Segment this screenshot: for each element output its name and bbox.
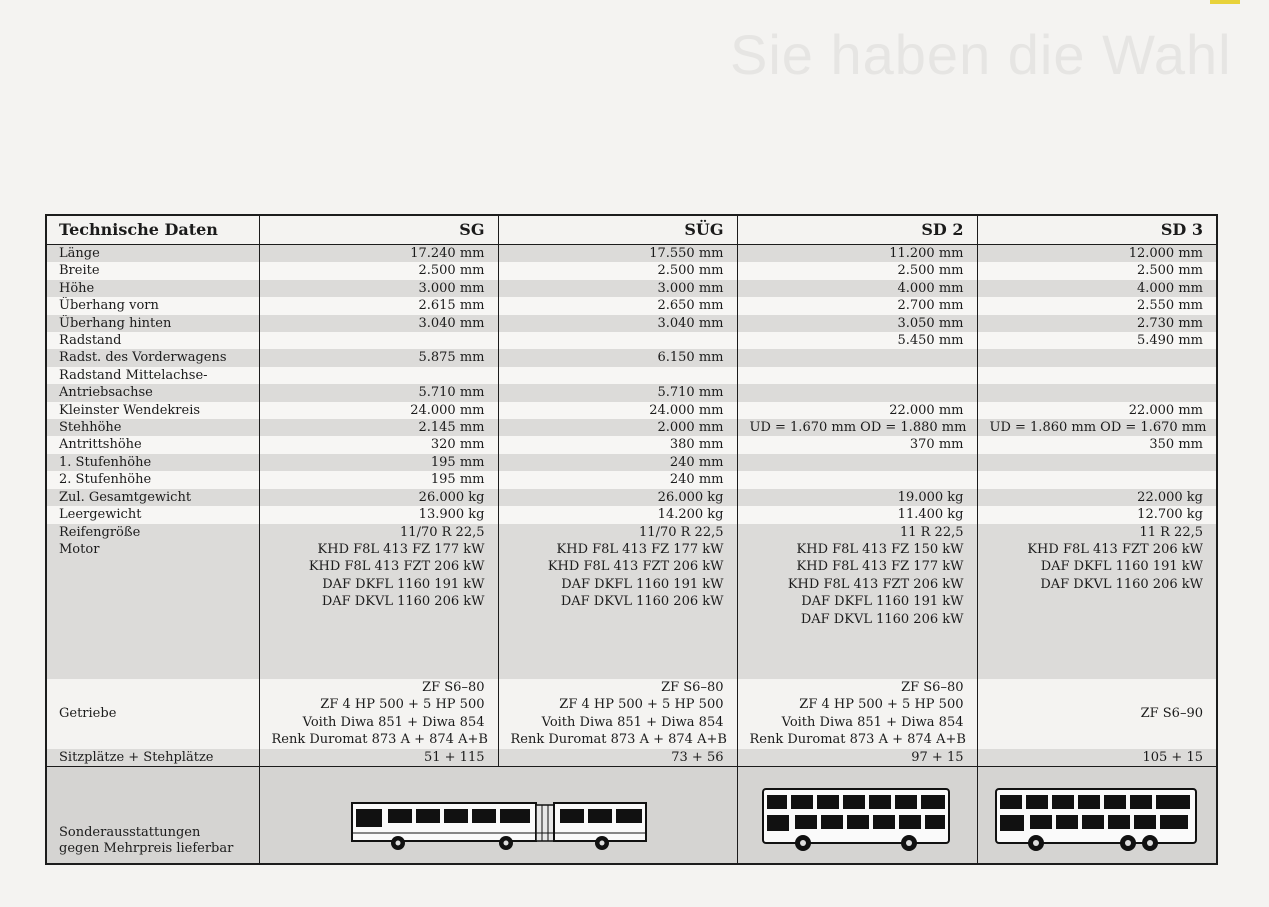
cell-sg: 2.500 mm (259, 262, 498, 279)
cell-sd3: 2.730 mm (977, 315, 1217, 332)
motor-line: DAF DKVL 1160 206 kW (1040, 576, 1203, 592)
table-row (46, 419, 1217, 436)
motor-line: KHD F8L 413 FZT 206 kW (308, 559, 485, 575)
seats-value-sg: 51 + 115 (259, 749, 498, 767)
background-heading: Sie haben die Wahl (730, 23, 1232, 86)
cell-sd3: 2.500 mm (977, 262, 1217, 279)
cell-sd2: 4.000 mm (737, 280, 977, 297)
cell-sd3: 5.490 mm (977, 332, 1217, 349)
cell-sg: 3.000 mm (259, 280, 498, 297)
seats-value-sd2: 97 + 15 (737, 749, 977, 767)
cell-sd3: UD = 1.860 mm OD = 1.670 mm (977, 419, 1217, 436)
row-label: Leergewicht (46, 506, 259, 523)
motor-line: DAF DKFL 1160 191 kW (561, 576, 724, 592)
cell-sueg: 2.500 mm (498, 262, 737, 279)
cell-sd3 (977, 384, 1217, 401)
cell-sg: 26.000 kg (259, 489, 498, 506)
cell-sg (259, 367, 498, 384)
cell-sd2: 22.000 mm (737, 402, 977, 419)
cell-sg (259, 332, 498, 349)
table-title: Technische Daten (46, 215, 259, 245)
cell-sueg: 3.000 mm (498, 280, 737, 297)
cell-sueg (498, 367, 737, 384)
seats-row (46, 749, 1217, 767)
motor-label: Motor (46, 541, 259, 679)
extras-label-line: Sonderausstattungen (59, 824, 201, 840)
cell-sg: 24.000 mm (259, 402, 498, 419)
getriebe-line: ZF 4 HP 500 + 5 HP 500 (320, 697, 485, 713)
model-header-sd3: SD 3 (977, 215, 1217, 245)
model-header-sg: SG (259, 215, 498, 245)
cell-sd3: 350 mm (977, 436, 1217, 453)
motor-line: KHD F8L 413 FZT 206 kW (1027, 541, 1203, 557)
table-row (46, 315, 1217, 332)
row-label: 2. Stufenhöhe (46, 471, 259, 488)
table-row (46, 489, 1217, 506)
cell-sueg: 2.650 mm (498, 297, 737, 314)
row-label: 1. Stufenhöhe (46, 454, 259, 471)
getriebe-row (46, 679, 1217, 749)
table-row (46, 436, 1217, 453)
cell-sueg: 5.710 mm (498, 384, 737, 401)
row-label: Länge (46, 245, 259, 263)
motor-line: DAF DKFL 1160 191 kW (322, 576, 485, 592)
getriebe-line: ZF 4 HP 500 + 5 HP 500 (559, 697, 724, 713)
motor-line: KHD F8L 413 FZ 150 kW (796, 541, 964, 557)
getriebe-cell-sg (259, 679, 498, 749)
cell-sd3: 2.550 mm (977, 297, 1217, 314)
getriebe-cell-sd3 (977, 679, 1217, 749)
cell-sd2 (737, 384, 977, 401)
cell-sg: 3.040 mm (259, 315, 498, 332)
extras-row (46, 766, 1217, 864)
getriebe-cell-sueg (498, 679, 737, 749)
top-color-mark (1210, 0, 1240, 4)
table-row (46, 454, 1217, 471)
cell-sueg: 2.000 mm (498, 419, 737, 436)
motor-cell-sd2 (737, 541, 977, 679)
motor-row (46, 541, 1217, 679)
getriebe-line: Renk Duromat 873 A + 874 A+B (749, 732, 966, 748)
getriebe-line: Renk Duromat 873 A + 874 A+B (510, 732, 727, 748)
cell-sd2: UD = 1.670 mm OD = 1.880 mm (737, 419, 977, 436)
spec-rows (46, 245, 1217, 864)
cell-sd2: 19.000 kg (737, 489, 977, 506)
cell-sueg (498, 332, 737, 349)
table-row (46, 506, 1217, 523)
row-label: Antriebsachse (46, 384, 259, 401)
technical-data-table (45, 214, 1218, 865)
table-row (46, 367, 1217, 384)
cell-sd2: 11 R 22,5 (737, 524, 977, 541)
table-header-row (46, 215, 1217, 245)
cell-sueg: 6.150 mm (498, 349, 737, 366)
row-label: Kleinster Wendekreis (46, 402, 259, 419)
table-row (46, 280, 1217, 297)
cell-sueg: 17.550 mm (498, 245, 737, 263)
motor-line: DAF DKVL 1160 206 kW (321, 594, 485, 610)
row-label: Antrittshöhe (46, 436, 259, 453)
cell-sueg: 380 mm (498, 436, 737, 453)
row-label: Überhang hinten (46, 315, 259, 332)
cell-sg: 320 mm (259, 436, 498, 453)
getriebe-cell-sd2 (737, 679, 977, 749)
motor-cell-sueg (498, 541, 737, 679)
cell-sd2: 2.700 mm (737, 297, 977, 314)
cell-sd2: 2.500 mm (737, 262, 977, 279)
cell-sg: 5.710 mm (259, 384, 498, 401)
cell-sd2 (737, 349, 977, 366)
double-decker-sd2-illustration (759, 785, 955, 855)
cell-sd3: 12.700 kg (977, 506, 1217, 523)
row-label: Höhe (46, 280, 259, 297)
table-row (46, 402, 1217, 419)
getriebe-label: Getriebe (46, 679, 259, 749)
cell-sd3 (977, 349, 1217, 366)
motor-cell-sg (259, 541, 498, 679)
table-row (46, 262, 1217, 279)
cell-sueg: 240 mm (498, 454, 737, 471)
model-header-sueg: SÜG (498, 215, 737, 245)
cell-sg: 2.145 mm (259, 419, 498, 436)
row-label: Radstand (46, 332, 259, 349)
getriebe-line: ZF S6–80 (901, 679, 964, 695)
cell-sd3: 12.000 mm (977, 245, 1217, 263)
getriebe-line: ZF S6–80 (422, 679, 485, 695)
cell-sd2 (737, 367, 977, 384)
extras-label-line: gegen Mehrpreis lieferbar (59, 840, 234, 856)
cell-sd3: 22.000 kg (977, 489, 1217, 506)
row-label: Breite (46, 262, 259, 279)
cell-sg: 11/70 R 22,5 (259, 524, 498, 541)
cell-sd2 (737, 454, 977, 471)
double-decker-sd3-cell (977, 766, 1217, 864)
cell-sd2 (737, 471, 977, 488)
row-label: Zul. Gesamtgewicht (46, 489, 259, 506)
motor-line: KHD F8L 413 FZ 177 kW (796, 559, 964, 575)
seats-value-sueg: 73 + 56 (498, 749, 737, 767)
seats-value-sd3: 105 + 15 (977, 749, 1217, 767)
getriebe-line: Voith Diwa 851 + Diwa 854 (302, 714, 485, 730)
cell-sd3 (977, 367, 1217, 384)
cell-sd2: 11.400 kg (737, 506, 977, 523)
extras-label (46, 766, 259, 864)
getriebe-line: Renk Duromat 873 A + 874 A+B (271, 732, 488, 748)
motor-line: DAF DKVL 1160 206 kW (800, 611, 964, 627)
row-label: Radst. des Vorderwagens (46, 349, 259, 366)
cell-sd3: 22.000 mm (977, 402, 1217, 419)
cell-sueg: 11/70 R 22,5 (498, 524, 737, 541)
motor-line: KHD F8L 413 FZT 206 kW (787, 576, 964, 592)
model-header-sd2: SD 2 (737, 215, 977, 245)
row-label: Reifengröße (46, 524, 259, 541)
getriebe-line: Voith Diwa 851 + Diwa 854 (541, 714, 724, 730)
cell-sueg: 24.000 mm (498, 402, 737, 419)
articulated-bus-cell (259, 766, 737, 864)
row-label: Stehhöhe (46, 419, 259, 436)
motor-line: KHD F8L 413 FZ 177 kW (317, 541, 485, 557)
double-decker-sd2-cell (737, 766, 977, 864)
table-row (46, 471, 1217, 488)
cell-sg: 5.875 mm (259, 349, 498, 366)
motor-line: DAF DKFL 1160 191 kW (801, 594, 964, 610)
cell-sd3 (977, 471, 1217, 488)
table-row (46, 332, 1217, 349)
table-row (46, 524, 1217, 541)
motor-line: KHD F8L 413 FZT 206 kW (547, 559, 724, 575)
seats-label: Sitzplätze + Stehplätze (46, 749, 259, 767)
double-decker-sd3-illustration (992, 785, 1202, 855)
cell-sd2: 11.200 mm (737, 245, 977, 263)
cell-sd2: 5.450 mm (737, 332, 977, 349)
cell-sueg: 14.200 kg (498, 506, 737, 523)
getriebe-line: ZF 4 HP 500 + 5 HP 500 (799, 697, 964, 713)
cell-sg: 195 mm (259, 471, 498, 488)
cell-sd3: 11 R 22,5 (977, 524, 1217, 541)
cell-sg: 195 mm (259, 454, 498, 471)
cell-sg: 13.900 kg (259, 506, 498, 523)
cell-sg: 17.240 mm (259, 245, 498, 263)
motor-line: DAF DKFL 1160 191 kW (1040, 559, 1203, 575)
articulated-bus-illustration (348, 797, 648, 855)
motor-cell-sd3 (977, 541, 1217, 679)
cell-sg: 2.615 mm (259, 297, 498, 314)
cell-sueg: 26.000 kg (498, 489, 737, 506)
motor-line: DAF DKVL 1160 206 kW (560, 594, 724, 610)
table-row (46, 297, 1217, 314)
row-label: Überhang vorn (46, 297, 259, 314)
getriebe-line: ZF S6–90 (1140, 706, 1203, 722)
cell-sd2: 3.050 mm (737, 315, 977, 332)
cell-sd3: 4.000 mm (977, 280, 1217, 297)
cell-sd2: 370 mm (737, 436, 977, 453)
cell-sueg: 240 mm (498, 471, 737, 488)
motor-line: KHD F8L 413 FZ 177 kW (556, 541, 724, 557)
cell-sueg: 3.040 mm (498, 315, 737, 332)
getriebe-line: Voith Diwa 851 + Diwa 854 (781, 714, 964, 730)
table-row (46, 384, 1217, 401)
getriebe-line: ZF S6–80 (661, 679, 724, 695)
row-label: Radstand Mittelachse- (46, 367, 259, 384)
table-row (46, 245, 1217, 263)
table-row (46, 349, 1217, 366)
cell-sd3 (977, 454, 1217, 471)
